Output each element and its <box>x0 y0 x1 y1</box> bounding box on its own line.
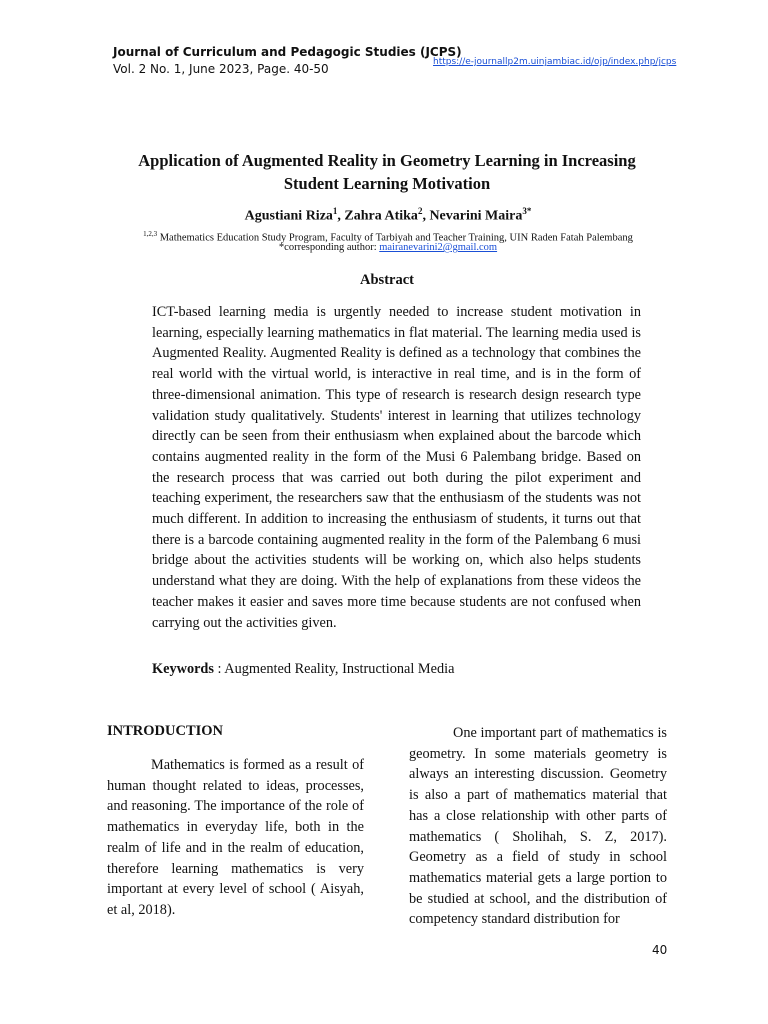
author-list <box>0 206 768 225</box>
author-separator: , <box>337 208 345 224</box>
paper-title <box>100 149 674 195</box>
author-separator: , <box>422 208 430 224</box>
right-column <box>409 723 667 930</box>
author-sup: 3* <box>522 206 532 216</box>
keywords-label: Keywords <box>152 661 214 677</box>
corresponding-author <box>0 242 768 253</box>
journal-name: Journal of Curriculum and Pedagogic Studies (JCPS) <box>113 45 462 59</box>
introduction-heading: INTRODUCTION <box>107 723 224 739</box>
intro-paragraph-right: One important part of mathematics is geometry. In some materials geometry is always an interesting discussion. Geometry is also a part of mathematics material that has a close relationship with other parts of mathematics ( Sholihah, S. Z, 2017). Geometry as a field of study in school mathematics material gets a large portion to be studied at school, and the distribution of competency standard distribution for <box>409 725 667 928</box>
abstract-text: ICT-based learning media is urgently needed to increase student motivation in learning, especially learning mathematics in flat material. The learning media used is Augmented Reality. Augmented Reality is defined as a technology that combines the real world with the virtual world, is interactive in real time, and is in the form of three-dimensional animation. This type of research is research design research type validation study qualitatively. Students' interest in learning that utilizes technology directly can be seen from their enthusiasm when explained about the barcode which contains augmented reality in the form of the Musi 6 Palembang bridge. Based on the research process that was carried out both during the pilot experiment and teaching experiment, the researchers saw that the enthusiasm of the students was not much different. In addition to increasing the enthusiasm of students, it turns out that there is a barcode containing augmented reality in the form of the Palembang 6 musi bridge about the activities students will be working on, which also helps students understand what they are doing. With the help of explanations from these videos the teacher makes it easier and saves more time because students are not confused when carrying out the activities given. <box>152 304 641 631</box>
journal-url-link[interactable]: https://e-journallp2m.uinjambiac.id/ojp/index.php/jcps <box>433 57 677 67</box>
author-name: Agustiani Riza <box>244 208 333 224</box>
page-number: 40 <box>652 943 668 957</box>
left-column <box>107 755 364 921</box>
author-name: Zahra Atika <box>344 208 418 224</box>
journal-header <box>113 44 462 78</box>
title-line-2: Student Learning Motivation <box>283 174 491 193</box>
author-name: Nevarini Maira <box>429 208 523 224</box>
affiliation-sup: 1,2,3 <box>143 230 158 238</box>
keywords-value: Augmented Reality, Instructional Media <box>224 661 455 677</box>
keywords-separator: : <box>213 661 225 677</box>
keywords <box>152 661 641 678</box>
author-sup: 2 <box>417 206 423 216</box>
corresponding-label: *corresponding author: <box>278 242 380 253</box>
affiliation-text: Mathematics Education Study Program, Faculty of Tarbiyah and Teacher Training, UIN Raden Fatah Palembang <box>157 232 633 244</box>
intro-paragraph-left: Mathematics is formed as a result of human thought related to ideas, processes, and reasoning. The importance of the role of mathematics in everyday life, both in the realm of life and in the realm of education, therefore learning mathematics is very important at every level of school ( Aisyah, et al, 2018). <box>107 757 364 918</box>
title-line-1: Application of Augmented Reality in Geometry Learning in Increasing <box>138 151 636 170</box>
volume-info: Vol. 2 No. 1, June 2023, Page. 40-50 <box>113 62 329 76</box>
author-sup: 1 <box>332 206 338 216</box>
corresponding-email-link[interactable]: mairanevarini2@gmail.com <box>379 242 498 253</box>
abstract-heading: Abstract <box>360 272 414 288</box>
